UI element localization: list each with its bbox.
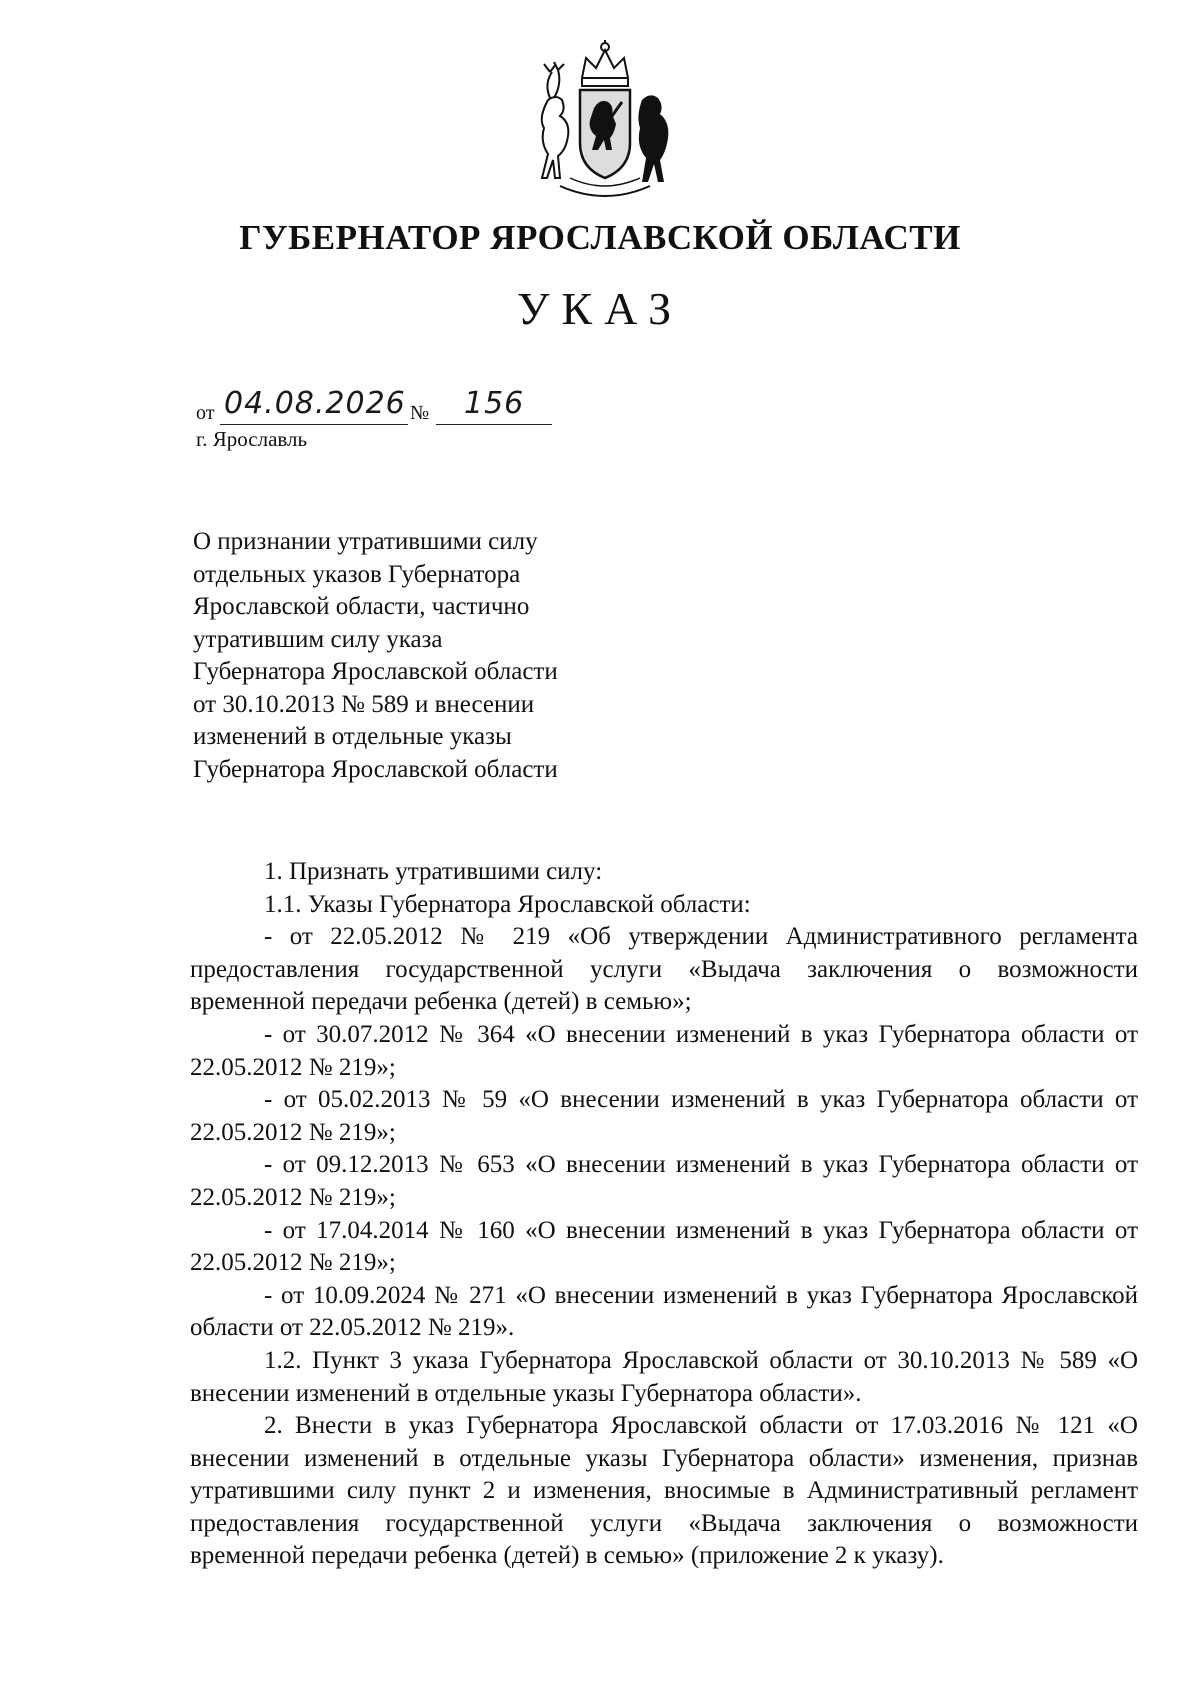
list-item: - от 22.05.2012 № 219 «Об утверждении Административного регламента предоставления государственной услуги «Выдача заключения о возможности временной передачи ребенка (детей) в семью»; <box>190 923 1138 1016</box>
date-prefix: от <box>196 402 215 424</box>
document-body <box>190 856 1138 1573</box>
issuer-title: ГУБЕРНАТОР ЯРОСЛАВСКОЙ ОБЛАСТИ <box>239 218 961 257</box>
date-value: 04.08.2026 <box>224 386 406 421</box>
coat-of-arms-emblem <box>530 38 680 208</box>
date-number-line <box>196 388 596 428</box>
list-item: - от 05.02.2013 № 59 «О внесении изменений в указ Губернатора области от 22.05.2012 № 219»; <box>190 1086 1138 1146</box>
paragraph-1-2: 1.2. Пункт 3 указа Губернатора Ярославской области от 30.10.2013 № 589 «О внесении изменений в отдельные указы Губернатора области». <box>190 1346 1138 1407</box>
list-item: - от 09.12.2013 № 653 «О внесении изменений в указ Губернатора области от 22.05.2012 № 219»; <box>190 1151 1138 1211</box>
number-value: 156 <box>464 386 525 421</box>
document-subject: О признании утратившими силу отдельных указов Губернатора Ярославской области, частично утратившим силу указа Губернатора Ярославской области от 30.10.2013 № 589 и внесении изменений в отдельные указы Губернатора Ярославской области <box>193 528 558 783</box>
list-item: - от 17.04.2014 № 160 «О внесении изменений в указ Губернатора области от 22.05.2012 № 219»; <box>190 1216 1138 1277</box>
paragraph-2: 2. Внести в указ Губернатора Ярославской области от 17.03.2016 № 121 «О внесении изменений в отдельные указы Губернатора области» изменения, признав утратившими силу пункт 2 и изменения, вносимые в Административный регламент предоставления государственной услуги «Выдача заключения о возможности временной передачи ребенка (детей) в семью» (приложение 2 к указу). <box>190 1412 1138 1570</box>
paragraph-1-1: 1.1. Указы Губернатора Ярославской области: <box>264 890 751 918</box>
date-underline <box>220 424 408 425</box>
number-prefix: № <box>410 402 430 424</box>
city: г. Ярославль <box>196 427 308 451</box>
list-item: - от 30.07.2012 № 364 «О внесении изменений в указ Губернатора области от 22.05.2012 № 219»; <box>190 1020 1138 1081</box>
list-item: - от 10.09.2024 № 271 «О внесении изменений в указ Губернатора Ярославской области от 22.05.2012 № 219». <box>190 1281 1138 1342</box>
number-underline <box>436 424 552 425</box>
document-type: УКАЗ <box>516 283 684 334</box>
paragraph-1: 1. Признать утратившими силу: <box>264 858 603 885</box>
